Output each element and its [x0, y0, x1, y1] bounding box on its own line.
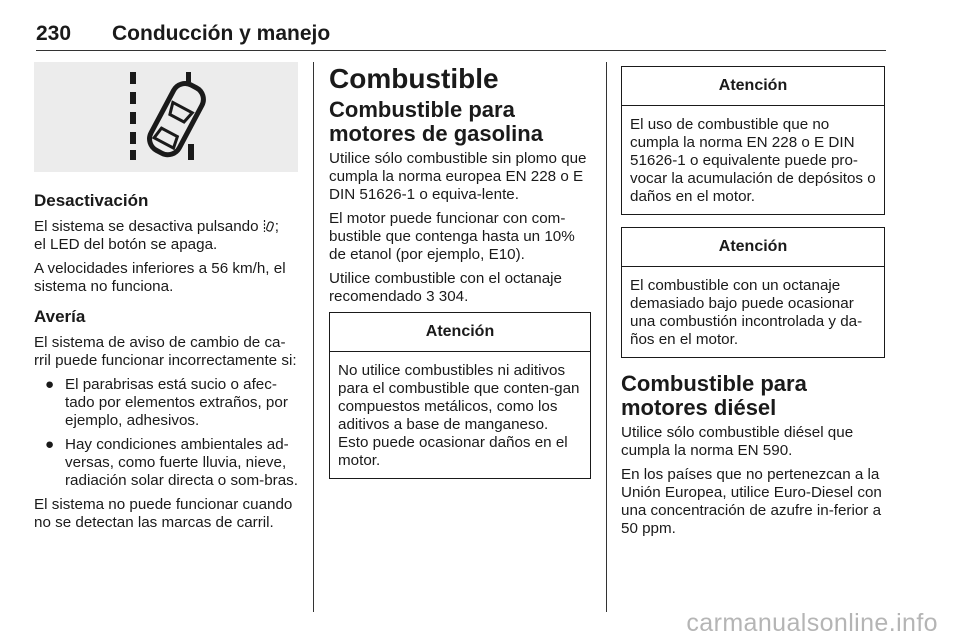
warning-title: Atención — [622, 228, 884, 267]
page-reference-arrow-icon: 3 — [426, 288, 435, 305]
fault-list — [34, 376, 298, 490]
bullet-icon: ● — [45, 376, 55, 393]
column-right — [621, 66, 885, 544]
list-item — [34, 436, 298, 490]
lane-assist-button-icon — [263, 219, 275, 233]
text-segment: ; — [274, 218, 280, 235]
page-number: 230 — [36, 22, 72, 45]
gasoline-paragraph-1: Utilice sólo combustible sin plomo que cumpla la norma europea EN 228 o E DIN 51626-1 o equiva-lente. — [329, 150, 587, 203]
warning-title: Atención — [622, 67, 884, 106]
warning-title: Atención — [330, 313, 590, 352]
gasoline-paragraph-3 — [329, 270, 591, 306]
warning-box — [329, 312, 591, 479]
heading-fault: Avería — [34, 307, 86, 326]
bullet-icon: ● — [45, 436, 55, 453]
lane-departure-icon — [34, 62, 298, 172]
text-segment: Utilice combustible con el octanaje recomendado — [329, 270, 562, 305]
diesel-paragraph-1: Utilice sólo combustible diésel que cumpla la norma EN 590. — [621, 424, 854, 459]
text-segment: 304. — [434, 288, 469, 305]
column-left — [34, 62, 298, 538]
warning-box — [621, 227, 885, 358]
column-divider — [606, 62, 607, 612]
watermark: carmanualsonline.info — [686, 609, 938, 637]
list-item — [34, 376, 298, 430]
chapter-title: Combustible — [329, 63, 499, 94]
column-middle — [329, 62, 591, 491]
heading-deactivation: Desactivación — [34, 191, 149, 210]
fault-paragraph: El sistema de aviso de cambio de ca-rril puede funcionar incorrectamente si: — [34, 334, 297, 369]
gasoline-paragraph-2: El motor puede funcionar con com-bustible que contenga hasta un 10% de etanol (por ejemplo, E10). — [329, 210, 575, 263]
text-segment: El sistema se desactiva pulsando — [34, 218, 263, 235]
text-segment: el LED del botón se apaga. — [34, 236, 218, 253]
column-divider — [313, 62, 314, 612]
warning-text: El uso de combustible que no cumpla la norma EN 228 o E DIN 51626-1 o equivalente puede pro-vocar la acumulación de depósitos o daños en el motor. — [630, 116, 876, 205]
deactivation-paragraph — [34, 218, 298, 254]
list-item-text: Hay condiciones ambientales ad-versas, como fuerte lluvia, nieve, radiación solar directa o som-bras. — [65, 436, 298, 489]
speed-paragraph: A velocidades inferiores a 56 km/h, el sistema no funciona. — [34, 260, 286, 295]
warning-box — [621, 66, 885, 215]
warning-text: El combustible con un octanaje demasiado bajo puede ocasionar una combustión incontrolada y da-ños en el motor. — [630, 277, 863, 348]
diesel-paragraph-2: En los países que no pertenezcan a la Unión Europea, utilice Euro-Diesel con una concentración de azufre in-ferior a 50 ppm. — [621, 466, 882, 537]
fault-paragraph-2: El sistema no puede funcionar cuando no se detectan las marcas de carril. — [34, 496, 293, 531]
section-title: Conducción y manejo — [112, 22, 331, 45]
lane-departure-illustration — [34, 62, 298, 172]
subtitle-gasoline: Combustible para motores de gasolina — [329, 97, 543, 146]
subtitle-diesel: Combustible para motores diésel — [621, 371, 807, 420]
list-item-text: El parabrisas está sucio o afec-tado por elementos extraños, por ejemplo, adhesivos. — [65, 376, 288, 429]
page-header — [36, 22, 886, 51]
warning-text: No utilice combustibles ni aditivos para el combustible que conten-gan compuestos metálicos, como los aditivos a base de manganeso. Esto puede ocasionar daños en el motor. — [338, 362, 580, 469]
